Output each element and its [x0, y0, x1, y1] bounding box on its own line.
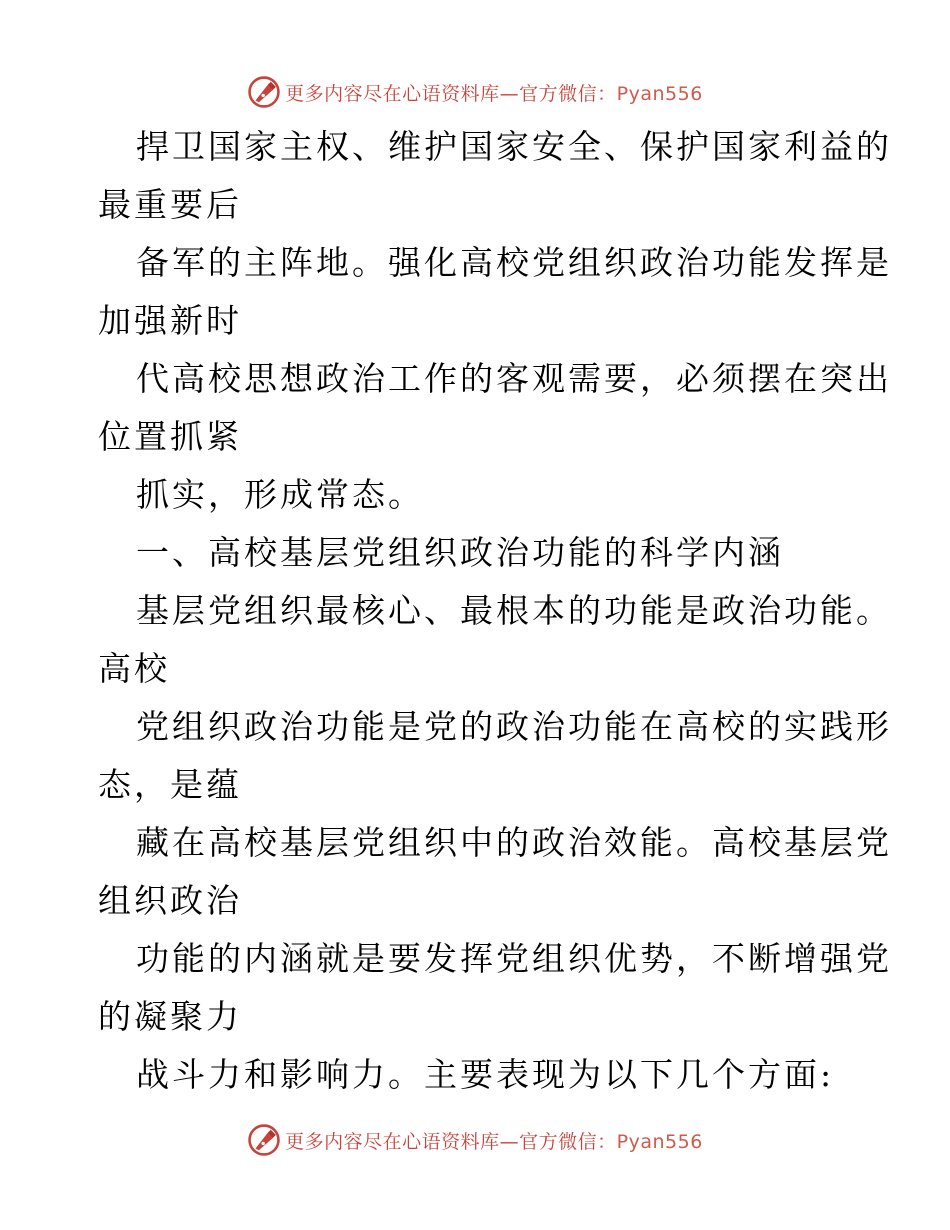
body-line: 代高校思想政治工作的客观需要，必须摆在突出 [136, 359, 892, 398]
body-line: 高校 [98, 649, 170, 688]
body-line: 党组织政治功能是党的政治功能在高校的实践形 [136, 707, 892, 746]
body-line: 最重要后 [98, 185, 242, 224]
document-body [98, 118, 898, 1104]
watermark-text: 更多内容尽在心语资料库—官方微信： [285, 82, 617, 105]
body-line: 捍卫国家主权、维护国家安全、保护国家利益的 [136, 127, 892, 166]
body-line: 战斗力和影响力。主要表现为以下几个方面: [136, 1055, 835, 1094]
body-line: 备军的主阵地。强化高校党组织政治功能发挥是 [136, 243, 892, 282]
pen-nib-logo-icon [247, 1123, 281, 1157]
body-line: 功能的内涵就是要发挥党组织优势，不断增强党 [136, 939, 892, 978]
watermark-wechat-id: Pyan556 [616, 1130, 703, 1153]
watermark-wechat-id: Pyan556 [616, 82, 703, 105]
body-line: 抓实，形成常态。 [136, 475, 424, 514]
section-heading: 一、高校基层党组织政治功能的科学内涵 [136, 533, 784, 572]
body-line: 藏在高校基层党组织中的政治效能。高校基层党 [136, 823, 892, 862]
watermark-footer [0, 1120, 950, 1160]
body-line: 加强新时 [98, 301, 242, 340]
body-line: 位置抓紧 [98, 417, 242, 456]
body-line: 基层党组织最核心、最根本的功能是政治功能。 [136, 591, 892, 630]
watermark-header [0, 72, 950, 112]
body-line: 态，是蕴 [98, 765, 242, 804]
pen-nib-logo-icon [247, 75, 281, 109]
body-line: 的凝聚力 [98, 997, 242, 1036]
watermark-text: 更多内容尽在心语资料库—官方微信： [285, 1130, 617, 1153]
body-line: 组织政治 [98, 881, 242, 920]
